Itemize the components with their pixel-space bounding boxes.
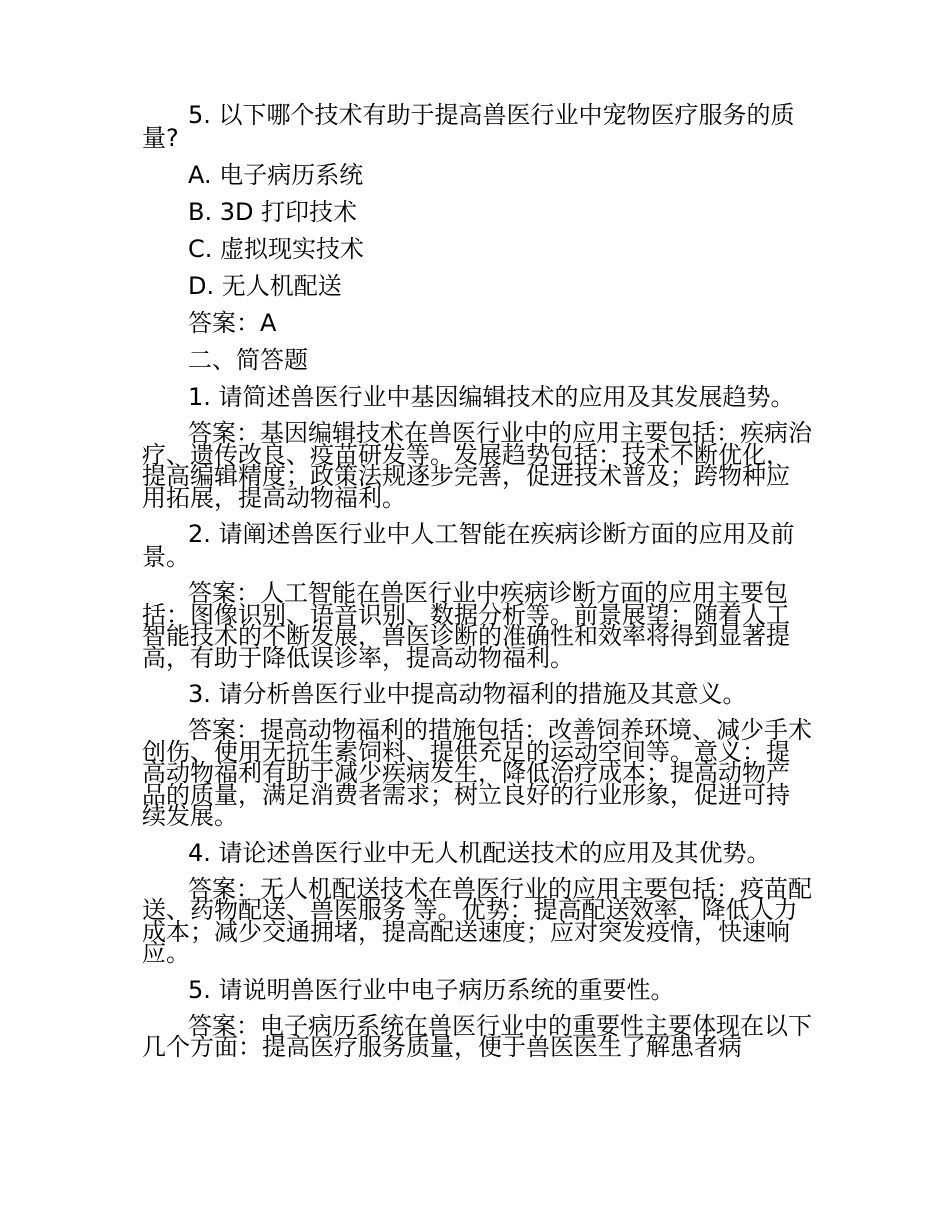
document-page xyxy=(142,101,812,1073)
question-5-stem: 5. 以下哪个技术有助于提高兽医行业中宠物医疗服务的质量? xyxy=(142,101,795,152)
short-answer-2: 答案：人工智能在兽医行业中疾病诊断方面的应用主要包括：图像识别、语音识别、数据分析等。前景展望：随着人工智能技术的不断发展，兽医诊断的准确性和效率将得到显著提高，有助于降低误诊率，提高动物福利。 xyxy=(142,579,790,672)
short-question-4: 4. 请论述兽医行业中无人机配送技术的应用及其优势。 xyxy=(188,838,771,867)
short-question-3: 3. 请分析兽医行业中提高动物福利的措施及其意义。 xyxy=(188,680,747,708)
short-question-2: 2. 请阐述兽医行业中人工智能在疾病诊断方面的应用及前景。 xyxy=(142,520,795,571)
question-5-answer: 答案：A xyxy=(188,309,277,337)
short-question-5: 5. 请说明兽医行业中电子病历系统的重要性。 xyxy=(188,975,675,1004)
short-answer-3: 答案：提高动物福利的措施包括：改善饲养环境、减少手术创伤、使用无抗生素饲料、提供充足的运动空间等。意义：提高动物福利有助于减少疾病发生，降低治疗成本；提高动物产品的质量，满足消费者需求；树立良好的行业形象，促进可持续发展。 xyxy=(142,716,812,830)
short-answer-1: 答案：基因编辑技术在兽医行业中的应用主要包括：疾病治疗、遗传改良、疫苗研发等。发展趋势包括：技术不断优化，提高编辑精度；政策法规逐步完善，促进技术普及；跨物种应用拓展，提高动物福利。 xyxy=(142,419,812,512)
option-a: A. 电子病历系统 xyxy=(188,161,364,189)
short-answer-4: 答案：无人机配送技术在兽医行业的应用主要包括：疫苗配送、药物配送、兽医服务 等。优势：提高配送效率，降低人力成本；减少交通拥堵，提高配送速度；应对突发疫情，快速响应。 xyxy=(142,874,812,967)
short-answer-5: 答案：电子病历系统在兽医行业中的重要性主要体现在以下几个方面：提高医疗服务质量，便于兽医医生了解患者病 xyxy=(142,1011,812,1061)
option-d: D. 无人机配送 xyxy=(188,272,342,300)
section-heading: 二、简答题 xyxy=(188,346,308,374)
option-c: C. 虚拟现实技术 xyxy=(188,235,365,263)
option-b: B. 3D 打印技术 xyxy=(188,198,358,226)
short-question-1: 1. 请简述兽医行业中基因编辑技术的应用及其发展趋势。 xyxy=(188,383,795,411)
